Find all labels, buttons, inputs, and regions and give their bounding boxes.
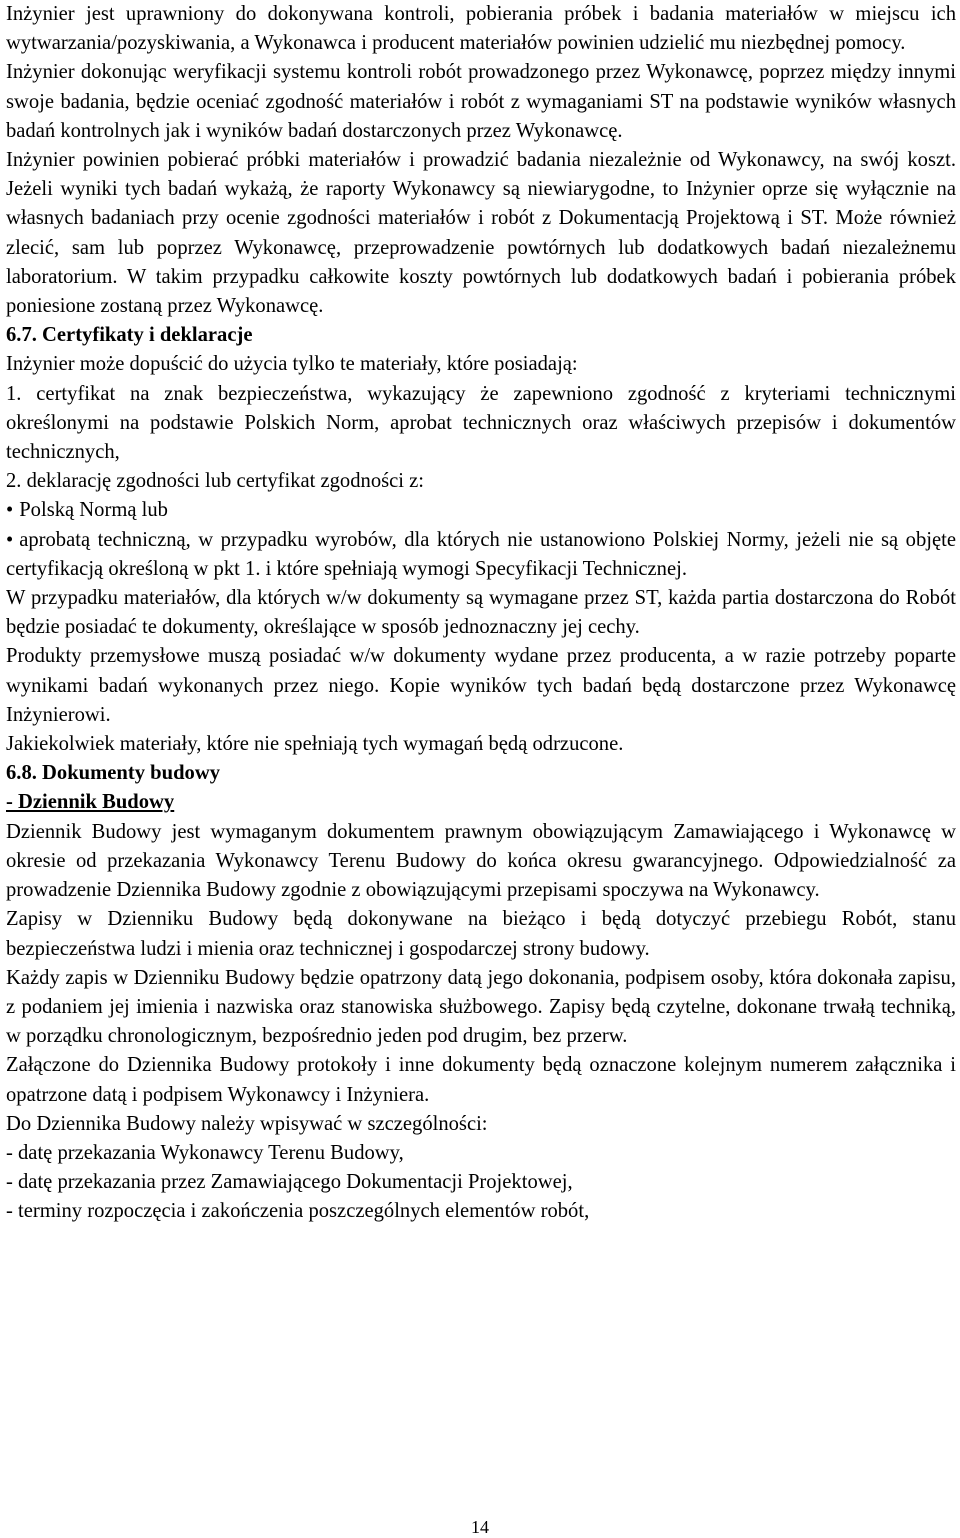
section-heading-construction-documents: 6.8. Dokumenty budowy	[6, 762, 220, 785]
paragraph-industrial-products: Produkty przemysłowe muszą posiadać w/w dokumenty wydane przez producenta, a w razie potrzeby poparte wynikami badań wykonanych przez niego. Kopie wyników tych badań będą dostarczone przez Wykonawcę Inżynierowi.	[6, 645, 956, 726]
paragraph-log-contents-intro: Do Dziennika Budowy należy wpisywać w szczególności:	[6, 1112, 488, 1135]
paragraph-admission-intro: Inżynier może dopuścić do użycia tylko te materiały, które posiadają:	[6, 353, 578, 376]
bullet-polish-standard	[6, 496, 956, 525]
paragraph-verification: Inżynier dokonując weryfikacji systemu kontroli robót prowadzonego przez Wykonawcę, poprzez między innymi swoje badania, będzie oceniać zgodność materiałów i robót z wymaganiami ST na podstawie wyników własnych badań kontrolnych jak i wyników badań dostarczonych przez Wykonawcę.	[6, 61, 956, 142]
paragraph-independent-testing: Inżynier powinien pobierać próbki materiałów i prowadzić badania niezależnie od Wykonawcy, na swój koszt. Jeżeli wyniki tych badań wykażą, że raporty Wykonawcy są niewiarygodne, to Inżynier oprze się wyłącznie na własnych badaniach przy ocenie zgodności materiałów i robót z Dokumentacją Projektową i ST. Może również zlecić, sam lub poprzez Wykonawcę, przeprowadzenie powtórnych lub dodatkowych badań niezależnemu laboratorium. W takim przypadku całkowite koszty powtórnych lub dodatkowych badań i pobierania próbek poniesione zostaną przez Wykonawcę.	[6, 149, 956, 318]
paragraph-log-definition: Dziennik Budowy jest wymaganym dokumentem prawnym obowiązującym Zamawiającego i Wykonawcę w okresie od przekazania Wykonawcy Terenu Budowy do końca okresu gwarancyjnego. Odpowiedzialność za prowadzenie Dziennika Budowy zgodnie z obowiązującymi przepisami spoczywa na Wykonawcy.	[6, 820, 956, 902]
page-number: 14	[471, 1517, 489, 1537]
subheading-construction-log: - Dziennik Budowy	[6, 791, 175, 814]
bullet-text: aprobatą techniczną, w przypadku wyrobów, dla których nie ustanowiono Polskiej Normy, jeżeli nie są objęte certyfikacją określoną w pkt 1. i które spełniają wymogi Specyfikacji Technicznej.	[6, 528, 956, 580]
paragraph-inspection-rights: Inżynier jest uprawniony do dokonywana kontroli, pobierania próbek i badania materiałów w miejscu ich wytwarzania/pozyskiwania, a Wykonawca i producent materiałów powinien udzielić mu niezbędnej pomocy.	[6, 3, 956, 55]
document-body	[6, 0, 956, 1227]
bullet-text: Polską Normą lub	[19, 499, 168, 522]
paragraph-attachments: Załączone do Dziennika Budowy protokoły i inne dokumenty będą oznaczone kolejnym numerem załącznika i opatrzone datą i podpisem Wykonawcy i Inżyniera.	[6, 1054, 956, 1106]
paragraph-batch-documents: W przypadku materiałów, dla których w/w dokumenty są wymagane przez ST, każda partia dostarczona do Robót będzie posiadać te dokumenty, określające w sposób jednoznaczny jej cechy.	[6, 587, 956, 639]
list-item-safety-certificate: 1. certyfikat na znak bezpieczeństwa, wykazujący że zapewniono zgodność z kryteriami technicznymi określonymi na podstawie Polskich Norm, aprobat technicznych oraz właściwych przepisów i dokumentów technicznych,	[6, 382, 956, 464]
list-item-site-handover: - datę przekazania Wykonawcy Terenu Budowy,	[6, 1141, 404, 1164]
paragraph-entry-format: Każdy zapis w Dzienniku Budowy będzie opatrzony datą jego dokonania, podpisem osoby, która dokonała zapisu, z podaniem jej imienia i nazwiska oraz stanowiska służbowego. Zapisy będą czytelne, dokonane trwałą techniką, w porządku chronologicznym, bezpośrednio jeden pod drugim, bez przerw.	[6, 966, 956, 1048]
paragraph-rejection: Jakiekolwiek materiały, które nie spełniają tych wymagań będą odrzucone.	[6, 733, 624, 756]
paragraph-log-entries: Zapisy w Dzienniku Budowy będą dokonywane na bieżąco i będą dotyczyć przebiegu Robót, stanu bezpieczeństwa ludzi i mienia oraz technicznej i gospodarczej strony budowy.	[6, 908, 956, 960]
list-item-documentation-handover: - datę przekazania przez Zamawiającego Dokumentacji Projektowej,	[6, 1171, 573, 1194]
list-item-declaration: 2. deklarację zgodności lub certyfikat zgodności z:	[6, 470, 425, 493]
list-item-work-dates: - terminy rozpoczęcia i zakończenia poszczególnych elementów robót,	[6, 1200, 590, 1223]
bullet-technical-approval	[6, 526, 956, 584]
section-heading-certificates: 6.7. Certyfikaty i deklaracje	[6, 324, 253, 347]
